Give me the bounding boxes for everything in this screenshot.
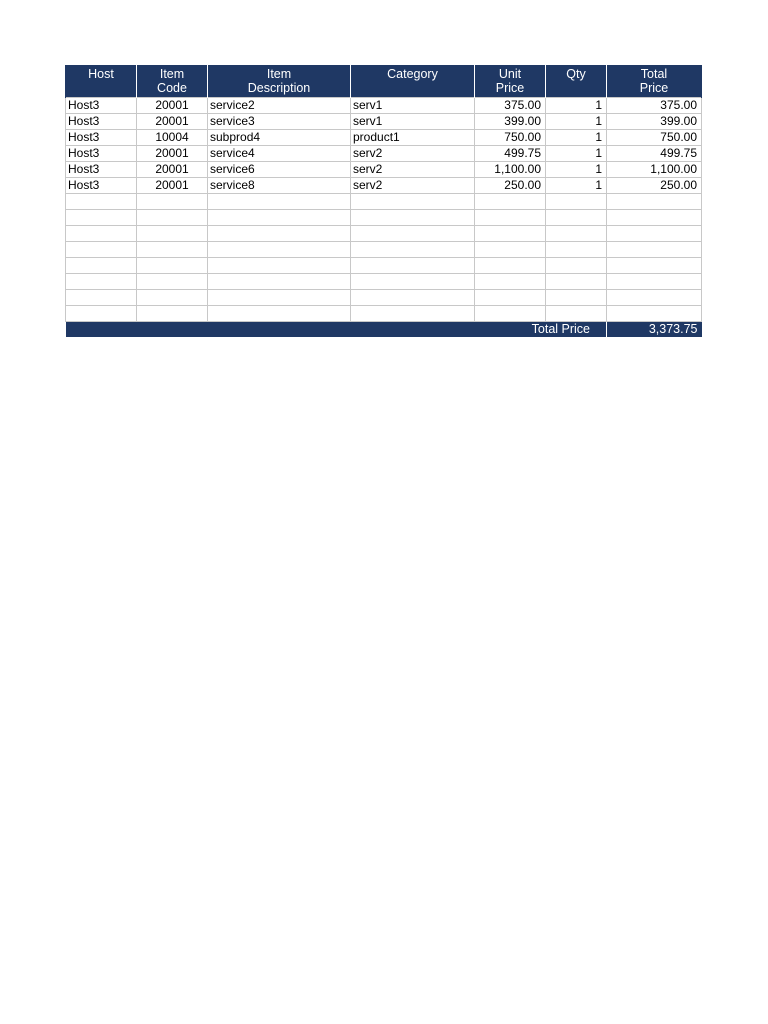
empty-cell bbox=[546, 242, 607, 258]
cell-item-description: service4 bbox=[208, 146, 351, 162]
empty-cell bbox=[475, 306, 546, 322]
empty-cell bbox=[607, 210, 702, 226]
empty-cell bbox=[546, 226, 607, 242]
table-row bbox=[66, 162, 702, 178]
empty-cell bbox=[137, 194, 208, 210]
cell-item-description: service8 bbox=[208, 178, 351, 194]
empty-cell bbox=[546, 290, 607, 306]
cell-unit-price: 1,100.00 bbox=[475, 162, 546, 178]
column-header-line: Category bbox=[387, 67, 438, 81]
cell-item-description: service6 bbox=[208, 162, 351, 178]
empty-cell bbox=[351, 274, 475, 290]
column-header-line: Description bbox=[247, 81, 311, 95]
empty-cell bbox=[137, 226, 208, 242]
empty-cell bbox=[475, 290, 546, 306]
empty-cell bbox=[208, 290, 351, 306]
cell-host: Host3 bbox=[66, 130, 137, 146]
cell-total-price: 399.00 bbox=[607, 114, 702, 130]
cell-item-code: 20001 bbox=[137, 162, 208, 178]
column-header-line: Unit bbox=[498, 67, 522, 81]
empty-cell bbox=[208, 242, 351, 258]
total-row bbox=[66, 322, 702, 338]
cell-category: serv2 bbox=[351, 162, 475, 178]
cell-category: serv2 bbox=[351, 178, 475, 194]
column-header-line: Total bbox=[640, 67, 668, 81]
empty-cell bbox=[607, 290, 702, 306]
empty-cell bbox=[351, 306, 475, 322]
column-header-line: Host bbox=[88, 67, 114, 81]
column-header-line: Item bbox=[159, 67, 185, 81]
empty-cell bbox=[351, 194, 475, 210]
empty-table-row bbox=[66, 226, 702, 242]
column-header-qty bbox=[546, 65, 607, 98]
cell-unit-price: 750.00 bbox=[475, 130, 546, 146]
cell-category: serv2 bbox=[351, 146, 475, 162]
empty-table-row bbox=[66, 290, 702, 306]
empty-cell bbox=[607, 226, 702, 242]
column-header-item-code bbox=[137, 65, 208, 98]
empty-cell bbox=[208, 194, 351, 210]
cell-host: Host3 bbox=[66, 162, 137, 178]
table-row bbox=[66, 98, 702, 114]
cell-qty: 1 bbox=[546, 178, 607, 194]
empty-cell bbox=[351, 226, 475, 242]
cell-unit-price: 499.75 bbox=[475, 146, 546, 162]
cell-total-price: 499.75 bbox=[607, 146, 702, 162]
empty-cell bbox=[475, 258, 546, 274]
empty-table-row bbox=[66, 194, 702, 210]
cell-item-code: 20001 bbox=[137, 114, 208, 130]
empty-table-row bbox=[66, 242, 702, 258]
empty-cell bbox=[475, 210, 546, 226]
cell-total-price: 1,100.00 bbox=[607, 162, 702, 178]
cell-host: Host3 bbox=[66, 114, 137, 130]
empty-cell bbox=[137, 306, 208, 322]
column-header-line: Qty bbox=[566, 67, 586, 81]
cell-host: Host3 bbox=[66, 178, 137, 194]
cell-item-code: 20001 bbox=[137, 98, 208, 114]
empty-cell bbox=[546, 258, 607, 274]
empty-table-row bbox=[66, 258, 702, 274]
empty-cell bbox=[546, 274, 607, 290]
empty-cell bbox=[607, 258, 702, 274]
empty-cell bbox=[66, 226, 137, 242]
table-row bbox=[66, 146, 702, 162]
empty-cell bbox=[607, 194, 702, 210]
empty-cell bbox=[351, 210, 475, 226]
empty-cell bbox=[607, 274, 702, 290]
empty-cell bbox=[208, 306, 351, 322]
cell-category: product1 bbox=[351, 130, 475, 146]
empty-cell bbox=[208, 274, 351, 290]
cell-host: Host3 bbox=[66, 98, 137, 114]
empty-cell bbox=[66, 258, 137, 274]
cell-qty: 1 bbox=[546, 130, 607, 146]
empty-cell bbox=[66, 194, 137, 210]
empty-cell bbox=[475, 194, 546, 210]
empty-cell bbox=[546, 210, 607, 226]
empty-cell bbox=[607, 306, 702, 322]
cell-unit-price: 399.00 bbox=[475, 114, 546, 130]
empty-cell bbox=[208, 210, 351, 226]
column-header-total-price bbox=[607, 65, 702, 98]
cell-item-code: 20001 bbox=[137, 146, 208, 162]
empty-cell bbox=[66, 210, 137, 226]
table-row bbox=[66, 178, 702, 194]
cell-host: Host3 bbox=[66, 146, 137, 162]
cell-item-code: 20001 bbox=[137, 178, 208, 194]
column-header-line: Price bbox=[495, 81, 525, 95]
empty-cell bbox=[607, 242, 702, 258]
empty-cell bbox=[208, 258, 351, 274]
table-row bbox=[66, 114, 702, 130]
empty-cell bbox=[137, 290, 208, 306]
empty-cell bbox=[137, 210, 208, 226]
cell-item-description: service3 bbox=[208, 114, 351, 130]
empty-table-row bbox=[66, 210, 702, 226]
empty-cell bbox=[475, 274, 546, 290]
empty-cell bbox=[66, 242, 137, 258]
cell-total-price: 375.00 bbox=[607, 98, 702, 114]
empty-cell bbox=[137, 242, 208, 258]
cell-category: serv1 bbox=[351, 114, 475, 130]
cell-qty: 1 bbox=[546, 162, 607, 178]
empty-table-row bbox=[66, 306, 702, 322]
empty-cell bbox=[546, 194, 607, 210]
cell-item-code: 10004 bbox=[137, 130, 208, 146]
empty-cell bbox=[137, 258, 208, 274]
cell-unit-price: 250.00 bbox=[475, 178, 546, 194]
header-row bbox=[66, 65, 702, 98]
empty-cell bbox=[66, 290, 137, 306]
total-price-label: Total Price bbox=[66, 322, 607, 338]
column-header-line: Item bbox=[266, 67, 292, 81]
table-row bbox=[66, 130, 702, 146]
total-price-value: 3,373.75 bbox=[607, 322, 702, 338]
invoice-sheet bbox=[65, 65, 701, 337]
column-header-unit-price bbox=[475, 65, 546, 98]
column-header-line: Code bbox=[157, 81, 187, 95]
cell-unit-price: 375.00 bbox=[475, 98, 546, 114]
column-header-item-description bbox=[208, 65, 351, 98]
column-header-host bbox=[66, 65, 137, 98]
empty-cell bbox=[475, 226, 546, 242]
cell-category: serv1 bbox=[351, 98, 475, 114]
empty-cell bbox=[208, 226, 351, 242]
line-items-table bbox=[65, 65, 702, 337]
cell-total-price: 250.00 bbox=[607, 178, 702, 194]
empty-cell bbox=[351, 258, 475, 274]
empty-cell bbox=[66, 306, 137, 322]
cell-qty: 1 bbox=[546, 98, 607, 114]
empty-cell bbox=[137, 274, 208, 290]
empty-table-row bbox=[66, 274, 702, 290]
column-header-category bbox=[351, 65, 475, 98]
cell-qty: 1 bbox=[546, 146, 607, 162]
empty-cell bbox=[475, 242, 546, 258]
empty-cell bbox=[546, 306, 607, 322]
cell-item-description: service2 bbox=[208, 98, 351, 114]
empty-cell bbox=[351, 242, 475, 258]
cell-qty: 1 bbox=[546, 114, 607, 130]
column-header-line: Price bbox=[639, 81, 669, 95]
empty-cell bbox=[66, 274, 137, 290]
cell-total-price: 750.00 bbox=[607, 130, 702, 146]
cell-item-description: subprod4 bbox=[208, 130, 351, 146]
table-body bbox=[66, 98, 702, 322]
empty-cell bbox=[351, 290, 475, 306]
